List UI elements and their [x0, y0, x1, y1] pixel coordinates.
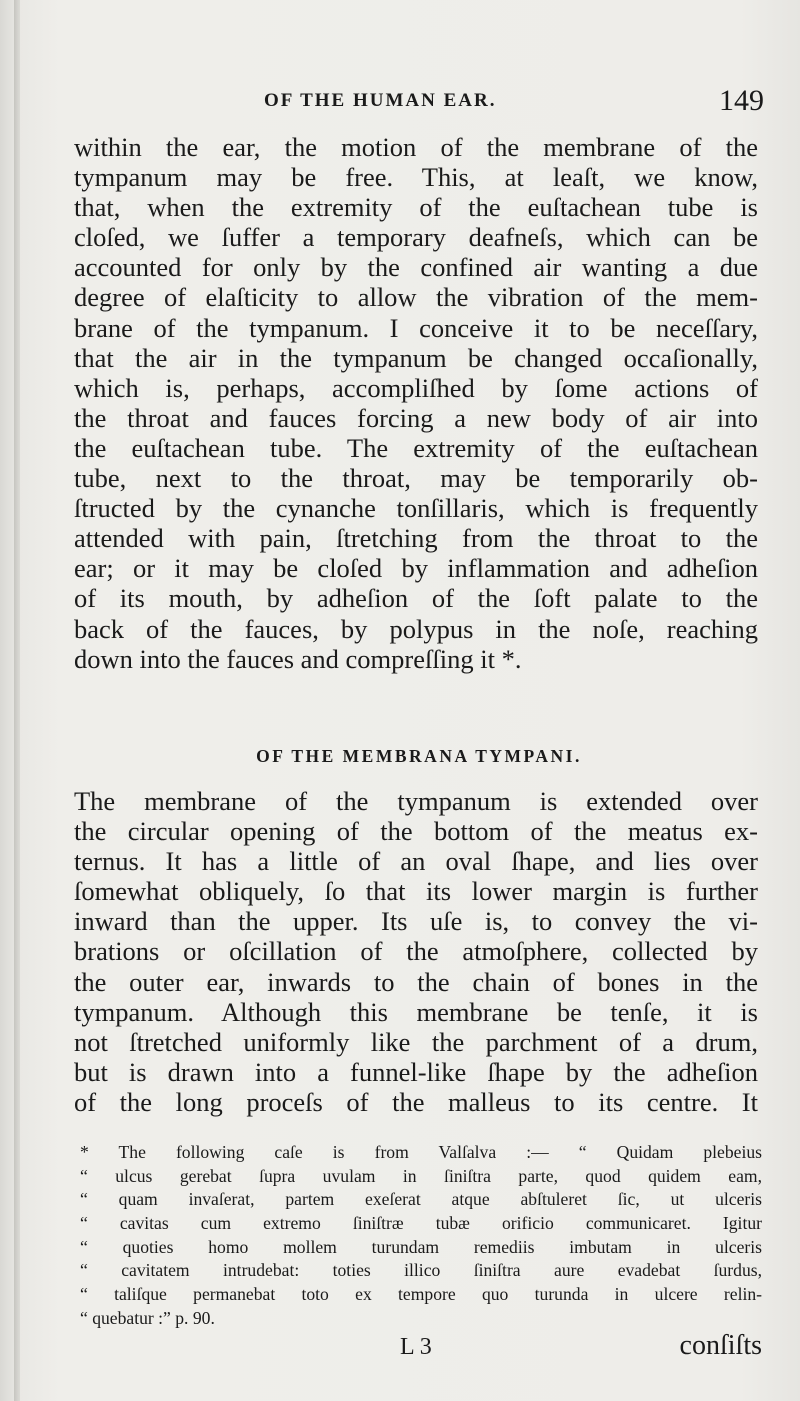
- footnote-line: “ cavitatem intrudebat: toties illico ſiniſtra aure evadebat ſurdus,: [80, 1260, 762, 1281]
- paragraph-2: [74, 786, 758, 1117]
- text-line: inward than the upper. Its uſe is, to convey the vi-: [74, 906, 758, 937]
- text-line: degree of elaſticity to allow the vibration of the mem-: [74, 282, 758, 313]
- footnote-line: “ quam invaſerat, partem exeſerat atque abſtuleret ſic, ut ulceris: [80, 1189, 762, 1210]
- text-line: of the long proceſs of the malleus to its centre. It: [74, 1086, 758, 1117]
- text-line: tube, next to the throat, may be temporarily ob-: [74, 463, 758, 494]
- footnote-line: * The following caſe is from Valſalva :— “ Quidam plebeius: [80, 1142, 762, 1162]
- footnote-line: “ quoties homo mollem turundam remediis imbutam in ulceris: [80, 1236, 762, 1257]
- text-line: the circular opening of the bottom of the meatus ex-: [74, 816, 758, 847]
- text-line: down into the fauces and compreſſing it *.: [74, 643, 522, 674]
- text-line: not ſtretched uniformly like the parchment of a drum,: [74, 1026, 758, 1057]
- text-line: attended with pain, ſtretching from the throat to the: [74, 523, 758, 554]
- text-line: that the air in the tympanum be changed occaſionally,: [74, 342, 758, 373]
- footnote: [80, 1141, 762, 1331]
- text-line: cloſed, we ſuffer a temporary deafneſs, which can be: [74, 222, 758, 253]
- footnote-line: “ ulcus gerebat ſupra uvulam in ſiniſtra parte, quod quidem eam,: [80, 1165, 762, 1186]
- paragraph-1: [74, 132, 758, 674]
- text-line: ſtructed by the cynanche tonſillaris, which is frequently: [74, 493, 758, 524]
- text-line: but is drawn into a funnel-like ſhape by the adheſion: [74, 1056, 758, 1087]
- text-line: accounted for only by the confined air wanting a due: [74, 252, 758, 283]
- text-line: tympanum may be free. This, at leaſt, we know,: [74, 162, 758, 193]
- catchword: conſiſts: [679, 1330, 762, 1361]
- text-line: the outer ear, inwards to the chain of bones in the: [74, 966, 758, 997]
- text-line: of its mouth, by adheſion of the ſoft palate to the: [74, 583, 758, 614]
- text-line: the euſtachean tube. The extremity of the euſtachean: [74, 432, 758, 463]
- text-line: brations or oſcillation of the atmoſphere, collected by: [74, 936, 758, 967]
- text-line: which is, perhaps, accompliſhed by ſome actions of: [74, 372, 758, 403]
- text-line: tympanum. Although this membrane be tenſe, it is: [74, 996, 758, 1027]
- text-line: the throat and fauces forcing a new body of air into: [74, 402, 758, 433]
- section-heading: OF THE MEMBRANA TYMPANI.: [256, 746, 582, 766]
- text-line: brane of the tympanum. I conceive it to be neceſſary,: [74, 312, 758, 343]
- text-line: within the ear, the motion of the membrane of the: [74, 132, 758, 162]
- footnote-line: “ cavitas cum extremo ſiniſtræ tubæ orificio communicaret. Igitur: [80, 1213, 762, 1234]
- page-number: 149: [719, 84, 764, 117]
- page-header: [74, 84, 764, 118]
- signature-mark: L 3: [400, 1334, 432, 1360]
- text-line: ternus. It has a little of an oval ſhape, and lies over: [74, 846, 758, 877]
- page-gutter-shadow: [14, 0, 20, 1401]
- text-line: The membrane of the tympanum is extended over: [74, 786, 758, 816]
- text-line: ear; or it may be cloſed by inflammation and adheſion: [74, 553, 758, 584]
- footnote-line: “ taliſque permanebat toto ex tempore quo turunda in ulcere relin-: [80, 1284, 762, 1305]
- text-line: ſomewhat obliquely, ſo that its lower margin is further: [74, 876, 758, 907]
- running-head: OF THE HUMAN EAR.: [264, 90, 497, 111]
- text-line: back of the fauces, by polypus in the noſe, reaching: [74, 613, 758, 644]
- footnote-line: “ quebatur :” p. 90.: [80, 1307, 215, 1328]
- text-line: that, when the extremity of the euſtachean tube is: [74, 192, 758, 223]
